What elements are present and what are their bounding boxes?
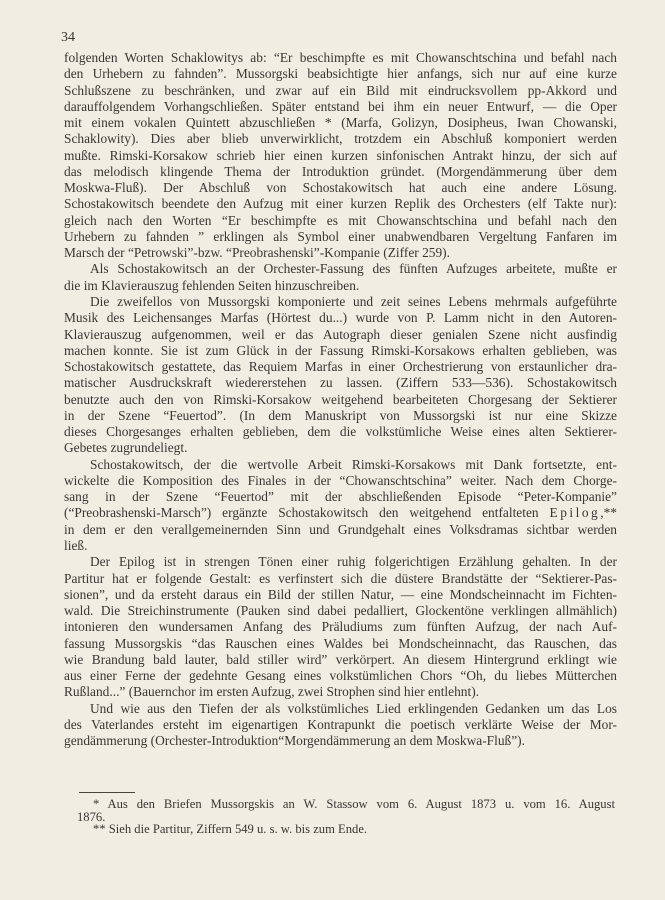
paragraph [64, 294, 617, 457]
text-line: Der Epilog ist in strengen Tönen einer ruhig folgerichtigen Erzählung gehalten. In der [90, 554, 617, 570]
footnote-1: * Aus den Briefen Mussorgskis an W. Stassow vom 6. August 1873 u. vom 16. August [93, 797, 615, 811]
text-line: sang in der Szene “Feuertod” mit der abschließenden Episode “Peter-Kompanie” [64, 489, 617, 505]
text-line: darauffolgendem Vorhangschließen. Später entstand bei ihm ein neuer Entwurf, — die Oper [64, 98, 617, 114]
text-line: Die zweifellos von Mussorgski komponierte und zeit seines Lebens mehrmals aufgeführte [90, 293, 617, 309]
footnote-rule [79, 792, 135, 793]
paragraph [64, 457, 617, 555]
text-line: mußte. Rimski-Korsakow schrieb hier einen kurzen sinfonischen Antrakt hinzu, der sich auf [64, 147, 617, 163]
text-line: das melodisch klingende Thema der Introduktion gründet. (Morgendämmerung über dem [64, 163, 617, 179]
text-line: Urhebern zu fahnden ” erklingen als Symbol einer unabwendbaren Vergeltung Fanfaren im [64, 228, 617, 244]
text-line: Schostakowitsch beendete den Aufzug mit einer kurzen Replik des Orchesters (elf Takte nur): [64, 196, 617, 212]
text-line: folgenden Worten Schaklowitys ab: “Er beschimpfte es mit Chowanschtschina und befahl nach [64, 50, 617, 65]
text-line: Musik des Leichensanges Marfas (Hörtest du...) wurde von P. Lamm nicht in den Autoren- [64, 310, 617, 326]
text-line: fassung Mussorgskis “das Rauschen eines Waldes bei Mondscheinnacht, das Rauschen, das [64, 635, 617, 651]
text-line: in der Szene “Feuertod”. (In dem Manuskript von Mussorgski ist nur eine Skizze [64, 407, 617, 423]
text-line: Schlußszene zu beschränken, und zwar auf ein Bild mit eindrucksvollem pp-Akkord und [64, 82, 617, 98]
body-text [64, 50, 617, 749]
text-line: Moskwa-Fluß). Der Abschluß von Schostakowitsch hat auch eine andere Lösung. [64, 180, 617, 196]
text-line: sionen”, und da ersteht daraus ein Bild der stillen Natur, — eine Mondscheinnacht im Fichten- [64, 586, 617, 602]
text-line: Gebetes zugrundeliegt. [64, 440, 188, 456]
text-line: gleich nach den Worten “Er beschimpfte es mit Chowanschtschina und befahl nach den [64, 212, 617, 228]
text-line: Schostakowitsch, der die wertvolle Arbeit Rimski-Korsakows mit Dank fortsetzte, ent- [90, 456, 617, 472]
text-line: machen konnte. Sie ist zum Glück in der Fassung Rimski-Korsakows erhalten geblieben, was [64, 342, 617, 358]
text-line: Klavierauszug aufgenommen, weil er das Autograph dieser genialen Szene nicht ausfindig [64, 326, 617, 342]
text-line: in dem er den verallgemeinernden Sinn und Grundgehalt eines Volksdramas sichtbar werden [64, 521, 617, 537]
footnote-2: ** Sieh die Partitur, Ziffern 549 u. s. w. bis zum Ende. [93, 822, 368, 836]
text-line: ließ. [64, 537, 88, 553]
text-line: dieses Chorgesanges erhalten geblieben, dem die volkstümliche Weise eines alten Sektierer- [64, 424, 617, 440]
text-line: matischer Ausdruckskraft wiedererstehen zu lassen. (Ziffern 533—536). Schostakowitsch [64, 375, 617, 391]
text-line: Rußland...” (Bauernchor im ersten Aufzug, zwei Strophen sind hier entlehnt). [64, 684, 479, 700]
text-line: intonieren den wundersamen Anfang des Präludiums zum fünften Aufzug, der nach Auf- [64, 619, 617, 635]
text-line: wickelte die Komposition des Finales in der “Chowanschtschina” weiter. Nach dem Chorge- [64, 472, 617, 488]
text-line: benutzte auch den von Rimski-Korsakow weitgehend bearbeiteten Chorgesang der Sektierer [64, 391, 617, 407]
text-line: aus einer Ferne der gedehnte Gesang eines volkstümlichen Chors “Oh, du liebes Mütterchen [64, 668, 617, 684]
emphasis-epilog: Epilog [549, 505, 601, 521]
text-line: (“Preobrashenski-Marsch”) ergänzte Schostakowitsch den weitgehend entfalteten Epilog,** [64, 505, 617, 521]
paragraph [64, 261, 617, 294]
footnote-1-continued: 1876. [77, 809, 106, 824]
text-line: Partitur hat er folgende Gestalt: es verfinstert sich die düstere Brandstätte der “Sektierer-Pas- [64, 570, 617, 586]
text-line: Schostakowitsch gestattete, das Requiem Marfas in einer Orchestrierung von erstaunlicher dra- [64, 359, 617, 375]
text-line: Als Schostakowitsch an der Orchester-Fassung des fünften Aufzuges arbeitete, mußte er [90, 261, 617, 277]
text-line: gendämmerung (Orchester-Introduktion“Morgendämmerung an dem Moskwa-Fluß”). [64, 733, 525, 749]
footnotes [79, 798, 615, 836]
text-line: des Vaterlandes ersteht im eigenartigen Kontrapunkt die poetisch verklärte Weise der Mor- [64, 716, 617, 732]
paragraph [64, 701, 617, 750]
text-line: den Urhebern zu fahnden”. Mussorgski beabsichtigte hier anfangs, sich nur auf eine kurze [64, 66, 617, 82]
text-line: die im Klavierauszug fehlenden Seiten hinzuschreiben. [64, 277, 360, 293]
text-line: wald. Die Streichinstrumente (Pauken sind dabei pedalliert, Glockentöne verklingen allmählich) [64, 603, 617, 619]
paragraph [64, 50, 617, 261]
text-line: Schaklowity). Dies aber blieb unverwirklicht, trotzdem ein Abschluß komponiert werden [64, 131, 617, 147]
text-line: wie Brandung bald lauter, bald stiller wird” verkörpert. An diesem Hintergrund erklingt wie [64, 651, 617, 667]
paragraph [64, 554, 617, 700]
page-number: 34 [61, 30, 75, 45]
text-line: mit einem vokalen Quintett abzuschließen * (Marfa, Golizyn, Dosipheus, Iwan Chowanski, [64, 115, 617, 131]
text-line: Marsch der “Petrowski”-bzw. “Preobrashenski”-Kompanie (Ziffer 259). [64, 245, 450, 261]
text-line: Und wie aus den Tiefen der als volkstümliches Lied erklingenden Gedanken um das Los [90, 700, 617, 716]
